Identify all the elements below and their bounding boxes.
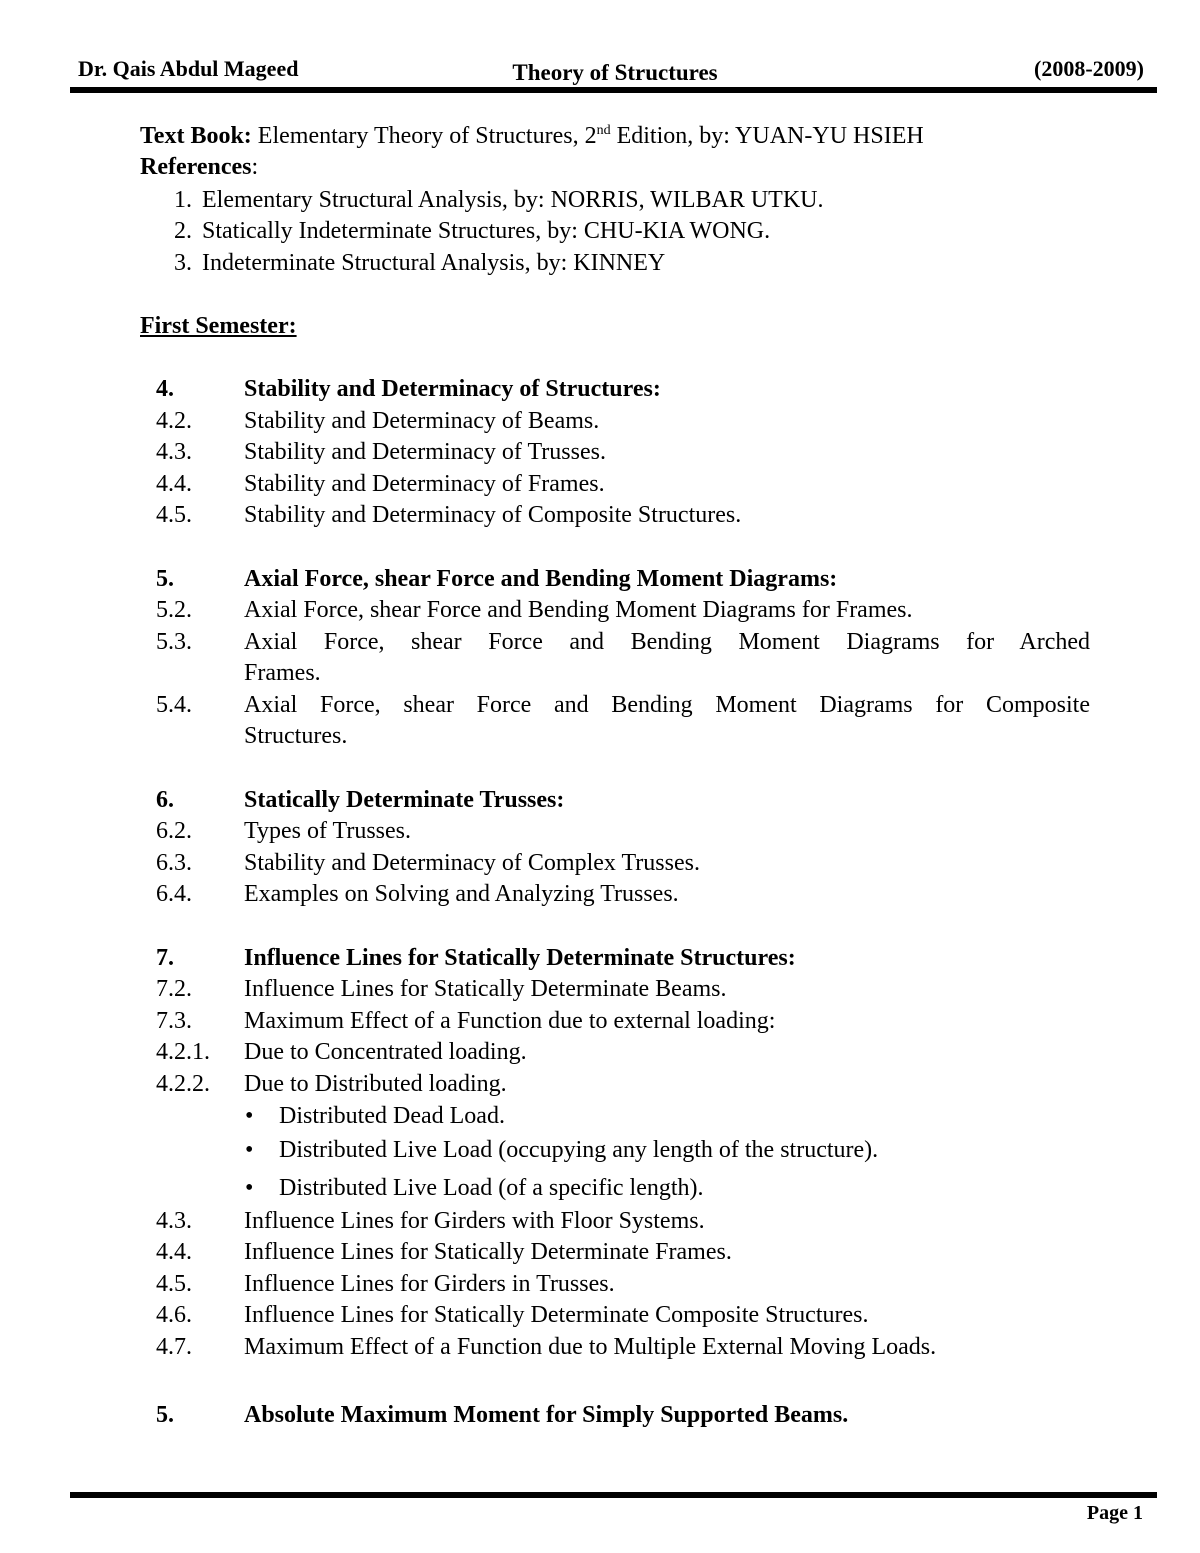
item-number: 6.3. — [156, 850, 192, 876]
header-course-title: Theory of Structures — [512, 60, 718, 85]
section-number: 4. — [156, 376, 174, 402]
section-number: 6. — [156, 787, 174, 813]
textbook-text: Elementary Theory of Structures, 2 — [257, 123, 597, 149]
item-text: Structures. — [244, 723, 348, 749]
item-text: Stability and Determinacy of Composite Structures. — [244, 502, 742, 528]
item-number: 4.3. — [156, 1208, 192, 1234]
item-text: Due to Distributed loading. — [244, 1071, 507, 1097]
item-text: Axial Force, shear Force and Bending Moment Diagrams for Frames. — [244, 597, 913, 623]
item-number: 4.2.1. — [156, 1039, 210, 1065]
references-colon: : — [251, 154, 259, 180]
references-label: References — [140, 154, 252, 180]
reference-item — [140, 248, 665, 279]
item-text: Examples on Solving and Analyzing Trusses. — [244, 881, 679, 907]
reference-text: Statically Indeterminate Structures, by: CHU-KIA WONG. — [202, 218, 771, 244]
item-text: Maximum Effect of a Function due to external loading: — [244, 1008, 776, 1034]
references-heading — [140, 152, 258, 183]
bullet-icon: • — [245, 1103, 254, 1129]
item-text: Maximum Effect of a Function due to Multiple External Moving Loads. — [244, 1334, 937, 1360]
reference-item — [140, 185, 824, 216]
item-text: Influence Lines for Statically Determinate Composite Structures. — [244, 1302, 869, 1328]
page-number: Page 1 — [1086, 1502, 1143, 1524]
item-text: Axial Force, shear Force and Bending Moment Diagrams for Arched — [244, 629, 1090, 655]
item-number: 4.5. — [156, 1271, 192, 1297]
reference-text: Indeterminate Structural Analysis, by: KINNEY — [202, 250, 666, 276]
semester-heading: First Semester: — [140, 313, 297, 339]
item-text: Stability and Determinacy of Trusses. — [244, 439, 606, 465]
header-author: Dr. Qais Abdul Mageed — [78, 56, 299, 81]
item-text: Axial Force, shear Force and Bending Moment Diagrams for Composite — [244, 692, 1090, 718]
item-text: Frames. — [244, 660, 321, 686]
item-text: Influence Lines for Girders with Floor Systems. — [244, 1208, 705, 1234]
item-number: 4.4. — [156, 471, 192, 497]
textbook-superscript: nd — [596, 123, 611, 138]
item-text: Types of Trusses. — [244, 818, 412, 844]
section-title: Axial Force, shear Force and Bending Moment Diagrams: — [244, 566, 838, 592]
item-number: 4.4. — [156, 1239, 192, 1265]
section-title: Influence Lines for Statically Determinate Structures: — [244, 945, 796, 971]
bullet-text: Distributed Live Load (of a specific length). — [279, 1175, 704, 1201]
textbook-line — [140, 121, 924, 152]
item-text: Stability and Determinacy of Complex Trusses. — [244, 850, 700, 876]
textbook-label: Text Book: — [140, 123, 252, 149]
item-text: Stability and Determinacy of Beams. — [244, 408, 600, 434]
item-number: 6.4. — [156, 881, 192, 907]
item-text: Influence Lines for Statically Determinate Frames. — [244, 1239, 732, 1265]
item-number: 4.6. — [156, 1302, 192, 1328]
bullet-text: Distributed Live Load (occupying any length of the structure). — [279, 1137, 879, 1163]
item-number: 4.3. — [156, 439, 192, 465]
bullet-icon: • — [245, 1137, 254, 1163]
item-number: 5.3. — [156, 629, 192, 655]
item-number: 7.3. — [156, 1008, 192, 1034]
item-number: 4.2.2. — [156, 1071, 210, 1097]
item-text: Influence Lines for Statically Determinate Beams. — [244, 976, 727, 1002]
item-number: 6.2. — [156, 818, 192, 844]
reference-text: Elementary Structural Analysis, by: NORRIS, WILBAR UTKU. — [202, 187, 824, 213]
item-number: 5.2. — [156, 597, 192, 623]
section-title: Absolute Maximum Moment for Simply Supported Beams. — [244, 1402, 849, 1428]
header-year: (2008-2009) — [1034, 56, 1144, 81]
reference-number: 3. — [174, 250, 192, 276]
textbook-text-rest: Edition, by: YUAN-YU HSIEH — [610, 123, 924, 149]
item-text: Due to Concentrated loading. — [244, 1039, 527, 1065]
item-number: 7.2. — [156, 976, 192, 1002]
footer-rule — [70, 1492, 1157, 1498]
item-number: 4.7. — [156, 1334, 192, 1360]
item-number: 4.5. — [156, 502, 192, 528]
item-text: Influence Lines for Girders in Trusses. — [244, 1271, 615, 1297]
bullet-icon: • — [245, 1175, 254, 1201]
item-number: 5.4. — [156, 692, 192, 718]
reference-number: 2. — [174, 218, 192, 244]
section-number: 7. — [156, 945, 174, 971]
section-number: 5. — [156, 566, 174, 592]
bullet-text: Distributed Dead Load. — [279, 1103, 505, 1129]
section-number: 5. — [156, 1402, 174, 1428]
reference-number: 1. — [174, 187, 192, 213]
header-rule — [70, 87, 1157, 93]
section-title: Stability and Determinacy of Structures: — [244, 376, 661, 402]
reference-item — [140, 216, 770, 247]
item-text: Stability and Determinacy of Frames. — [244, 471, 605, 497]
section-title: Statically Determinate Trusses: — [244, 787, 565, 813]
item-number: 4.2. — [156, 408, 192, 434]
